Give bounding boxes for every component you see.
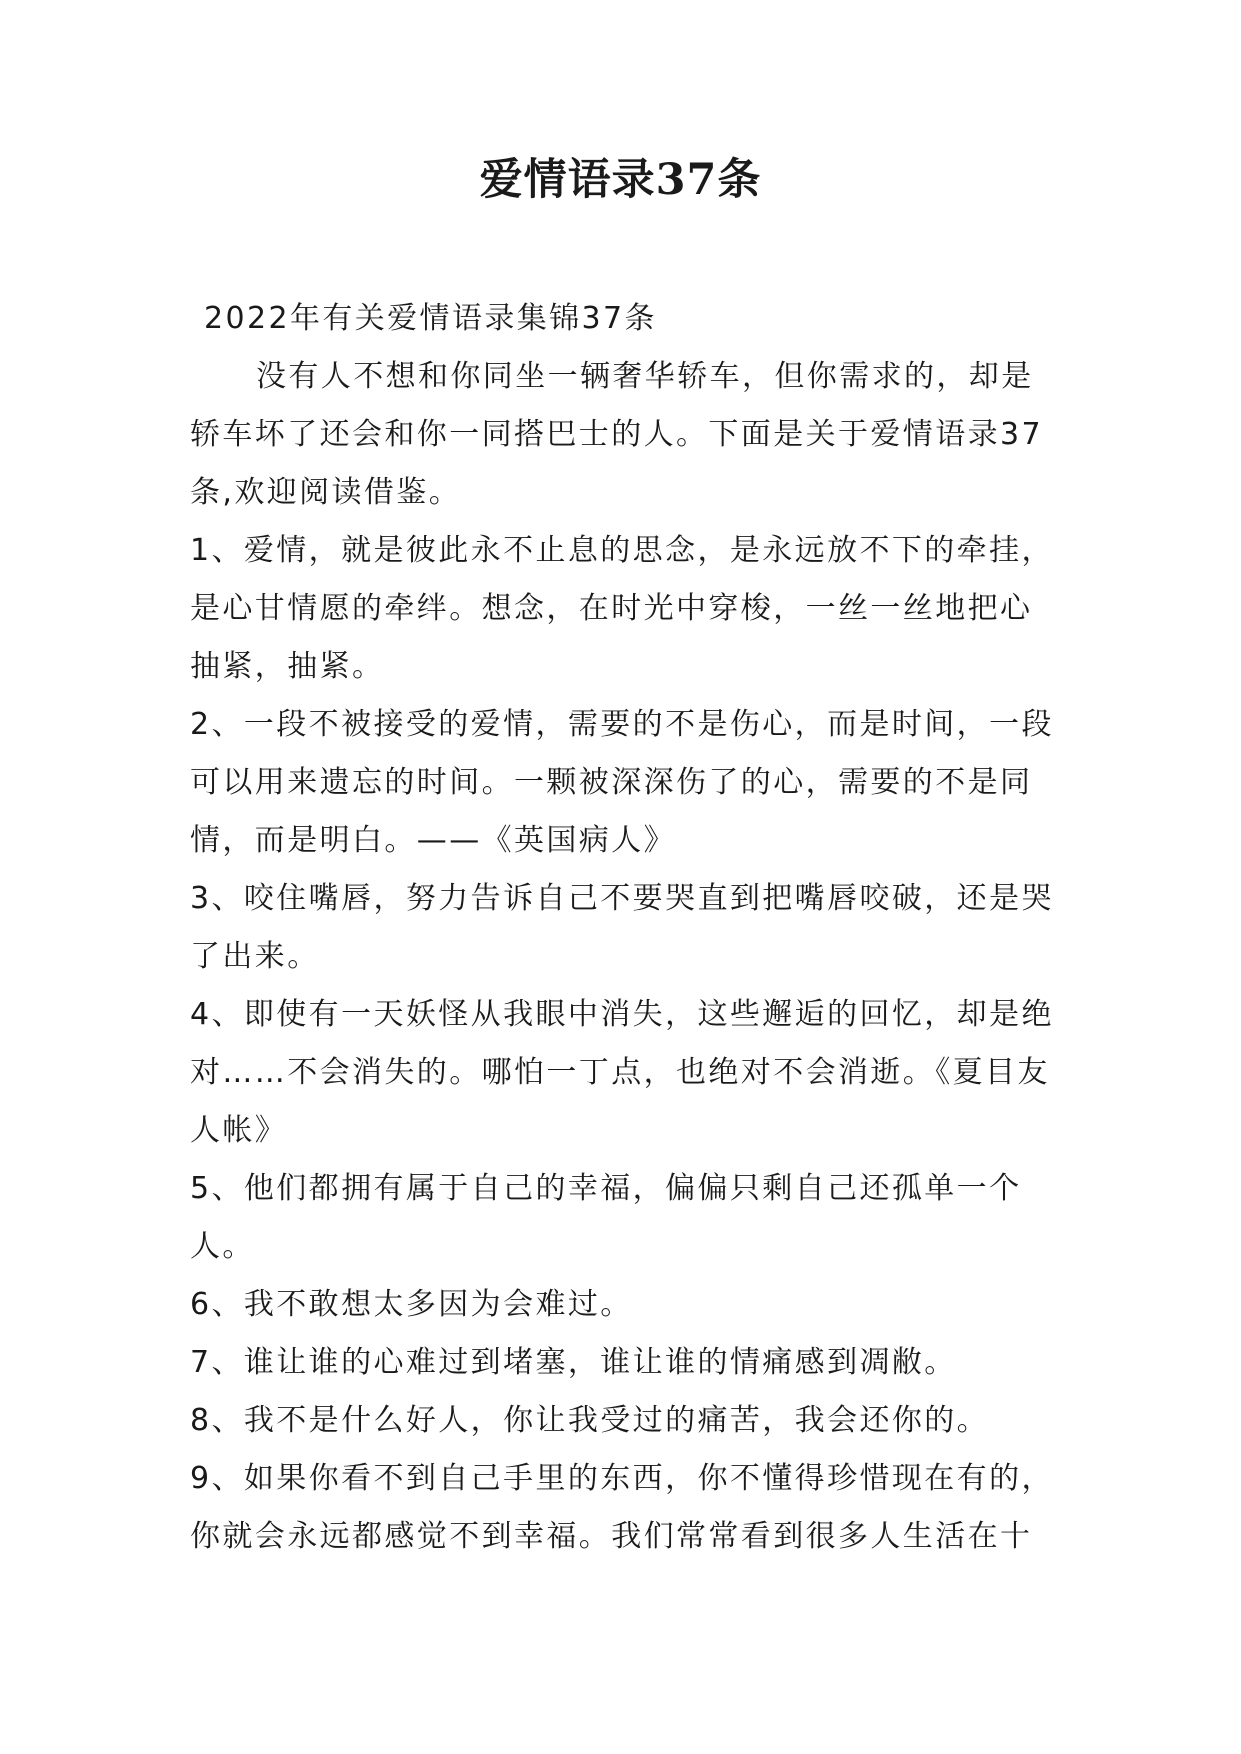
quote-item-1: 1、爱情，就是彼此永不止息的思念，是永远放不下的牵挂，是心甘情愿的牵绊。想念，在时光中穿梭，一丝一丝地把心抽紧，抽紧。: [190, 533, 1054, 684]
quote-item-5: 5、他们都拥有属于自己的幸福，偏偏只剩自己还孤单一个人。: [190, 1171, 1022, 1264]
quote-item-9: 9、如果你看不到自己手里的东西，你不懂得珍惜现在有的，你就会永远都感觉不到幸福。我们常常看到很多人生活在十: [190, 1461, 1054, 1554]
intro-paragraph: 没有人不想和你同坐一辆奢华轿车，但你需求的，却是轿车坏了还会和你一同搭巴士的人。下面是关于爱情语录37条,欢迎阅读借鉴。: [190, 359, 1043, 510]
quote-item-7: 7、谁让谁的心难过到堵塞，谁让谁的情痛感到凋敝。: [190, 1345, 957, 1380]
document-subtitle: 2022年有关爱情语录集锦37条: [204, 301, 657, 336]
quote-item-6: 6、我不敢想太多因为会难过。: [190, 1287, 633, 1322]
document-title: 爱情语录37条: [479, 155, 762, 205]
quote-item-3: 3、咬住嘴唇，努力告诉自己不要哭直到把嘴唇咬破，还是哭了出来。: [190, 881, 1054, 974]
quote-item-4: 4、即使有一天妖怪从我眼中消失，这些邂逅的回忆，却是绝对……不会消失的。哪怕一丁点，也绝对不会消逝。《夏目友人帐》: [190, 997, 1054, 1148]
quote-item-2: 2、一段不被接受的爱情，需要的不是伤心，而是时间，一段可以用来遗忘的时间。一颗被深深伤了的心，需要的不是同情，而是明白。——《英国病人》: [190, 707, 1054, 858]
quote-item-8: 8、我不是什么好人，你让我受过的痛苦，我会还你的。: [190, 1403, 990, 1438]
document-body: [190, 290, 1054, 1566]
